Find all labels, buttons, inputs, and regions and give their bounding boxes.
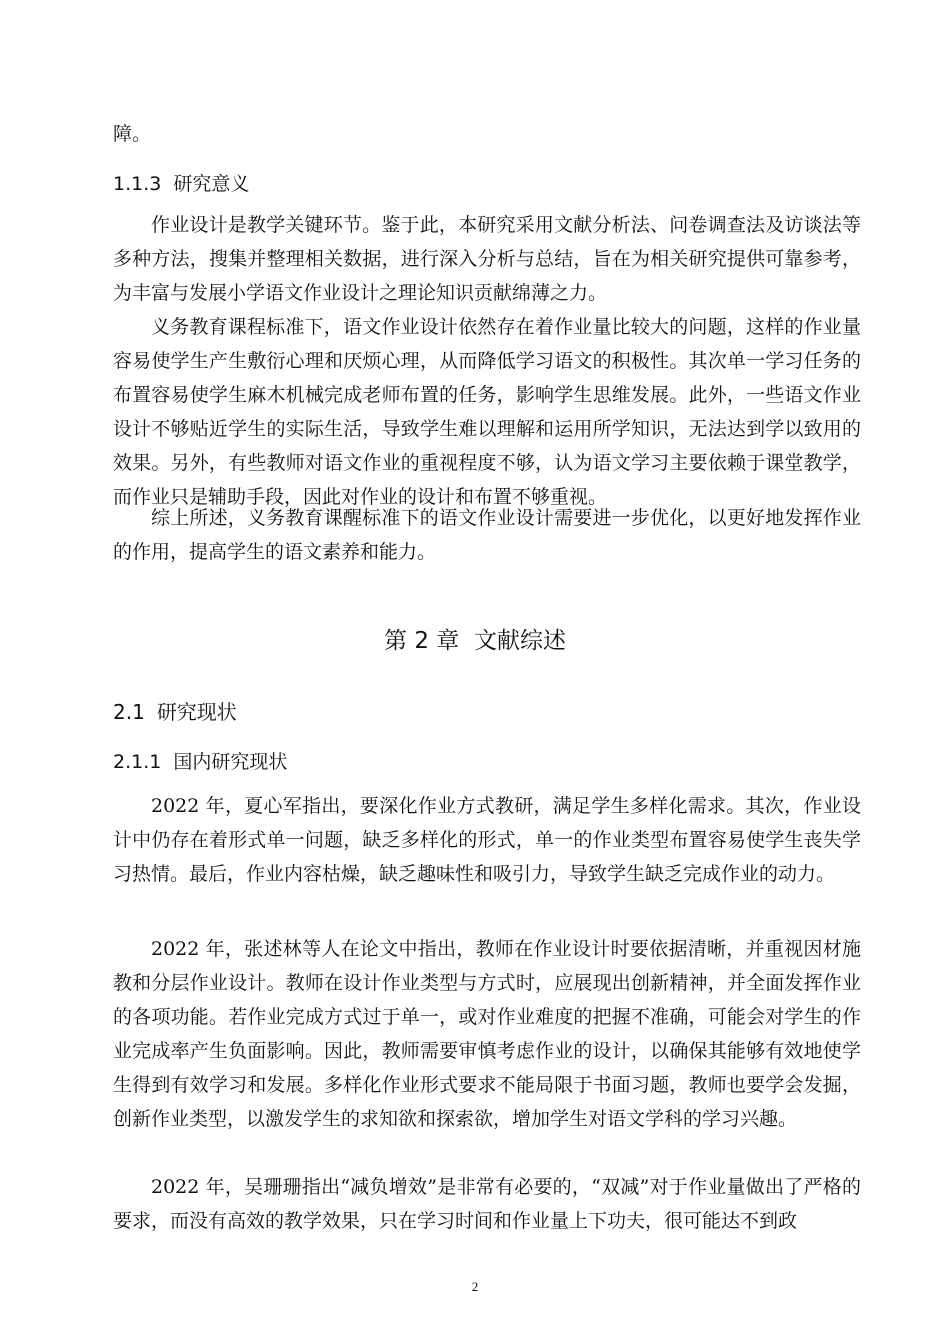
section-heading-1-1-3 [113, 169, 249, 199]
section-heading-2-1 [113, 697, 237, 727]
section-title: 研究现状 [156, 700, 237, 724]
paragraph: 作业设计是教学关键环节。鉴于此，本研究采用文献分析法、问卷调查法及访谈法等多种方法，搜集并整理相关数据，进行深入分析与总结，旨在为相关研究提供可靠参考，为丰富与发展小学语文作业设计之理论知识贡献绵薄之力。 [113, 214, 861, 304]
paragraph: 综上所述，义务教育课醒标准下的语文作业设计需要进一步优化，以更好地发挥作业的作用，提高学生的语文素养和能力。 [113, 507, 861, 563]
paragraph: 义务教育课程标准下，语文作业设计依然存在着作业量比较大的问题，这样的作业量容易使学生产生敷衍心理和厌烦心理，从而降低学习语文的积极性。其次单一学习任务的布置容易使学生麻木机械完成老师布置的任务，影响学生思维发展。此外，一些语文作业设计不够贴近学生的实际生活，导致学生难以理解和运用所学知识，无法达到学以致用的效果。另外，有些教师对语文作业的重视程度不够，认为语文学习主要依赖于课堂教学，而作业只是辅助手段，因此对作业的设计和布置不够重视。 [113, 316, 861, 508]
paragraph: 2022 年，吴珊珊指出“减负增效”是非常有必要的，“双减”对于作业量做出了严格的要求，而没有高效的教学效果，只在学习时间和作业量上下功夫，很可能达不到政 [113, 1176, 861, 1232]
section-number: 1.1.3 [113, 173, 162, 195]
chapter-title: 文献综述 [473, 628, 566, 654]
page-number: 2 [471, 1279, 479, 1294]
continuation-text: 障。 [113, 123, 152, 145]
section-heading-2-1-1 [113, 747, 287, 777]
section-number: 2.1 [113, 700, 145, 724]
section-number: 2.1.1 [113, 751, 162, 773]
paragraph: 2022 年，张述林等人在论文中指出，教师在作业设计时要依据清晰，并重视因材施教和分层作业设计。教师在设计作业类型与方式时，应展现出创新精神，并全面发挥作业的各项功能。若作业完成方式过于单一，或对作业难度的把握不准确，可能会对学生的作业完成率产生负面影响。因此，教师需要审慎考虑作业的设计，以确保其能够有效地使学生得到有效学习和发展。多样化作业形式要求不能局限于书面习题，教师也要学会发掘，创新作业类型，以激发学生的求知欲和探索欲，增加学生对语文学科的学习兴趣。 [113, 938, 861, 1130]
chapter-label: 第 2 章 [384, 628, 460, 654]
section-title: 国内研究现状 [173, 751, 288, 773]
section-title: 研究意义 [173, 173, 250, 195]
paragraph: 2022 年，夏心军指出，要深化作业方式教研，满足学生多样化需求。其次，作业设计中仍存在着形式单一问题，缺乏多样化的形式，单一的作业类型布置容易使学生丧失学习热情。最后，作业内容枯燥，缺乏趣味性和吸引力，导致学生缺乏完成作业的动力。 [113, 795, 861, 885]
chapter-heading [0, 624, 950, 658]
